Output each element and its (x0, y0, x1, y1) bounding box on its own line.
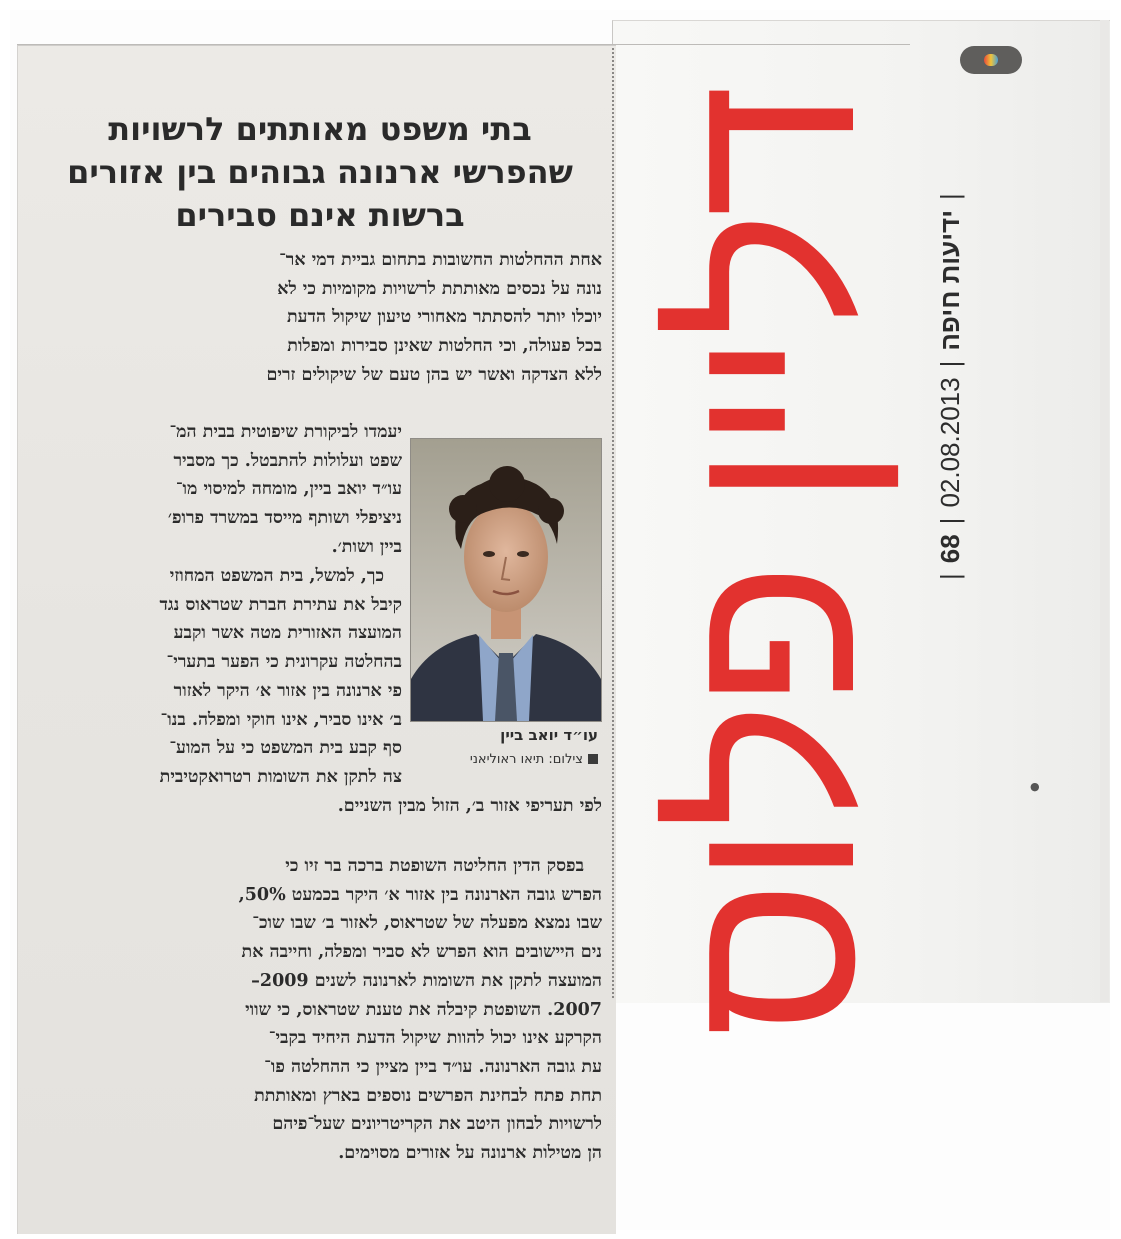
text-line: לרשויות לבחון היטב את הקריטריונים שעל־פיהם (272, 1114, 602, 1135)
article-headline (40, 108, 600, 237)
paragraph-3 (30, 852, 602, 1168)
text-line: המועצה האזורית מטה אשר וקבע (173, 623, 402, 644)
text-line: הקרקע אינו יכול להוות שיקול הדעת היחיד בקבי־ (268, 1028, 602, 1049)
text-line: שבו נמצא מפעלה של שטראוס, לאזור ב׳ שבו שוכ־ (252, 913, 602, 934)
text-line: בהחלטה עקרונית כי הפער בתערי־ (166, 652, 402, 673)
publication-name: ידיעות חיפה (935, 209, 965, 351)
issue-date: 02.08.2013 (935, 377, 965, 508)
folio-line: |ידיעות חיפה|02.08.2013|68| (935, 193, 965, 580)
folio-strip (930, 60, 970, 940)
text-line: שפט ועלולות להתבטל. כך מסביר (173, 450, 402, 471)
headline-line: שהפרשי ארנונה גבוהים בין אזורים (67, 153, 573, 191)
headline-line: בתי משפט מאותתים לרשויות (108, 110, 532, 148)
text-line: ללא הצדקה ואשר יש בהן טעם של שיקולים זרים (266, 364, 602, 385)
text-line: אחת ההחלטות החשובות בתחום גביית דמי אר־ (279, 250, 602, 270)
text-line: ביין ושות׳. (331, 536, 402, 557)
text-line: יוכלו יותר להסתתר מאחורי טיעון שיקול הדעת (286, 307, 602, 328)
text-line: כך, למשל, בית המשפט המחוזי (169, 566, 384, 586)
page-number: 68 (935, 534, 965, 564)
text-line: הפרש גובה הארנונה בין אזור א׳ היקר בכמעט 50%, (238, 884, 602, 905)
top-rule (17, 44, 910, 45)
paragraph-1 (30, 246, 602, 390)
text-line: ניציפלי ושותף מייסד במשרד פרופ׳ (167, 508, 402, 529)
text-line: תחת פתח לבחינת הפרשים נוספים בארץ ומאותתת (254, 1085, 602, 1106)
section-title-area (636, 90, 904, 1038)
portrait-photo (410, 438, 602, 722)
section-title: דליין פלוס (636, 90, 904, 1038)
credit-square-icon (588, 754, 598, 764)
print-speck-icon: ● (1030, 780, 1040, 793)
text-line: סף קבע בית המשפט כי על המוע־ (169, 738, 402, 759)
text-line: 2007. השופטת קיבלה את טענת שטראוס, כי שווי (245, 999, 602, 1020)
text-line: ב׳ אינו סביר, אינו חוקי ומפלה. בנו־ (160, 709, 402, 730)
headline-line: ברשות אינם סבירים (175, 196, 465, 234)
photo-credit (410, 752, 598, 767)
paragraph-1-continued (30, 418, 402, 562)
text-line: המועצה לתקן את השומות לארנונה לשנים 2009– (251, 970, 602, 991)
text-line: נונה על נכסים מאותתת לרשויות מקומיות כי לא (277, 278, 602, 299)
text-line: עו״ד יואב ביין, מומחה למיסוי מו־ (175, 479, 402, 500)
text-line: פי ארנונה בין אזור א׳ היקר לאזור (173, 680, 402, 701)
text-line: צה לתקן את השומות רטרואקטיבית (159, 766, 402, 787)
dotted-divider (612, 48, 614, 998)
paragraph-2-end (30, 792, 602, 821)
text-line: קיבל את עתירת חברת שטראוס נגד (159, 594, 402, 615)
photo-credit-text: צילום: תיאו ראוליאני (469, 752, 583, 767)
text-line: עת גובה הארנונה. עו״ד ביין מציין כי ההחלטה פו־ (264, 1056, 602, 1077)
text-line: בכל פעולה, וכי החלטות שאינן סבירות ומפלות (287, 336, 602, 357)
text-line: יעמדו לביקורת שיפוטית בבית המ־ (169, 422, 402, 442)
page-edge (1100, 20, 1109, 1002)
photo-caption-name: עו״ד יואב ביין (500, 726, 598, 744)
text-line: לפי תעריפי אזור ב׳, הזול מבין השניים. (337, 796, 602, 816)
portrait-illustration (411, 439, 601, 721)
text-line: בפסק הדין החליטה השופטת ברכה בר זיו כי (285, 856, 584, 876)
text-line: הן מטילות ארנונה על אזורים מסוימים. (338, 1143, 602, 1164)
paragraph-2 (30, 562, 402, 792)
text-line: נים היישובים הוא הפרש לא סביר ומפלה, וחייבה את (241, 942, 602, 963)
